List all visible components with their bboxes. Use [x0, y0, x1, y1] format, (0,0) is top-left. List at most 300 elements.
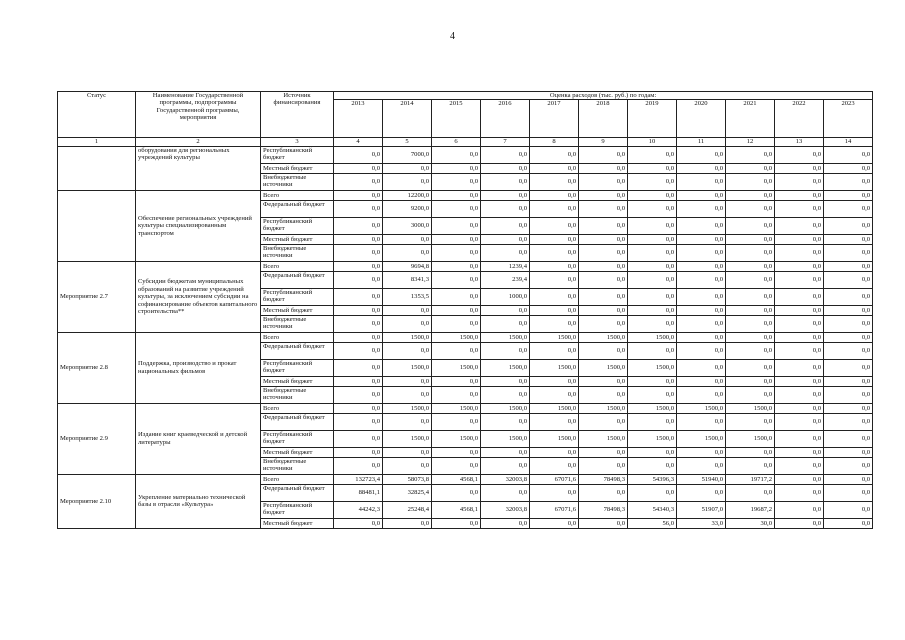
amount-cell: 0,0: [677, 261, 726, 271]
amount-cell: 0,0: [775, 234, 824, 244]
amount-cell: 0,0: [334, 261, 383, 271]
column-number: 9: [579, 138, 628, 146]
amount-cell: 0,0: [481, 447, 530, 457]
amount-cell: 0,0: [579, 163, 628, 173]
amount-cell: 0,0: [824, 200, 873, 217]
funding-source-cell: Федеральный бюджет: [261, 200, 334, 217]
amount-cell: 1500,0: [579, 332, 628, 342]
amount-cell: 0,0: [775, 501, 824, 518]
amount-cell: 0,0: [628, 146, 677, 163]
amount-cell: 1500,0: [726, 403, 775, 413]
amount-cell: 0,0: [775, 518, 824, 528]
amount-cell: 0,0: [530, 146, 579, 163]
table-row: [58, 261, 873, 271]
amount-cell: 0,0: [334, 403, 383, 413]
status-cell: [58, 146, 136, 190]
amount-cell: 0,0: [677, 234, 726, 244]
table-body: [58, 146, 873, 528]
amount-cell: 0,0: [383, 163, 432, 173]
amount-cell: 1500,0: [579, 430, 628, 447]
amount-cell: 0,0: [579, 271, 628, 288]
amount-cell: 1500,0: [383, 332, 432, 342]
amount-cell: 0,0: [628, 342, 677, 359]
amount-cell: 0,0: [383, 342, 432, 359]
amount-cell: 0,0: [726, 484, 775, 501]
amount-cell: 0,0: [824, 315, 873, 332]
amount-cell: 0,0: [824, 217, 873, 234]
amount-cell: 0,0: [334, 386, 383, 403]
year-header: 2023: [824, 100, 873, 138]
amount-cell: 0,0: [579, 342, 628, 359]
amount-cell: 0,0: [383, 457, 432, 474]
amount-cell: 0,0: [677, 413, 726, 430]
amount-cell: 0,0: [628, 315, 677, 332]
amount-cell: 1500,0: [530, 430, 579, 447]
funding-source-cell: Местный бюджет: [261, 518, 334, 528]
year-header: 2015: [432, 100, 481, 138]
amount-cell: 0,0: [775, 413, 824, 430]
amount-cell: 0,0: [432, 146, 481, 163]
amount-cell: 0,0: [432, 376, 481, 386]
amount-cell: 0,0: [677, 190, 726, 200]
status-cell: Мероприятие 2.8: [58, 332, 136, 403]
amount-cell: 0,0: [481, 518, 530, 528]
amount-cell: 0,0: [432, 447, 481, 457]
amount-cell: 0,0: [334, 271, 383, 288]
amount-cell: 0,0: [579, 413, 628, 430]
amount-cell: 0,0: [726, 305, 775, 315]
amount-cell: 0,0: [432, 217, 481, 234]
amount-cell: 0,0: [677, 271, 726, 288]
amount-cell: 0,0: [775, 190, 824, 200]
amount-cell: 0,0: [579, 376, 628, 386]
amount-cell: 0,0: [432, 413, 481, 430]
amount-cell: 0,0: [726, 413, 775, 430]
amount-cell: 3000,0: [383, 217, 432, 234]
amount-cell: 0,0: [334, 332, 383, 342]
activity-name-cell: Поддержка, производство и прокат национальных фильмов: [136, 332, 261, 403]
amount-cell: 7000,0: [383, 146, 432, 163]
amount-cell: 32003,8: [481, 501, 530, 518]
amount-cell: 0,0: [334, 447, 383, 457]
amount-cell: 0,0: [432, 234, 481, 244]
amount-cell: 0,0: [334, 342, 383, 359]
amount-cell: 0,0: [432, 271, 481, 288]
amount-cell: 0,0: [383, 315, 432, 332]
column-number: 3: [261, 138, 334, 146]
table-row: [58, 474, 873, 484]
amount-cell: 51907,0: [677, 501, 726, 518]
amount-cell: 0,0: [824, 430, 873, 447]
funding-source-cell: Республиканский бюджет: [261, 430, 334, 447]
amount-cell: 0,0: [726, 332, 775, 342]
funding-source-cell: Местный бюджет: [261, 447, 334, 457]
amount-cell: 0,0: [677, 332, 726, 342]
amount-cell: 0,0: [530, 190, 579, 200]
amount-cell: 1500,0: [432, 359, 481, 376]
amount-cell: 0,0: [579, 288, 628, 305]
header-name: Наименование Государственной программы, подпрограммы Государственной программы, мероприятия: [136, 92, 261, 138]
year-header: 2019: [628, 100, 677, 138]
column-number: 4: [334, 138, 383, 146]
amount-cell: 67071,6: [530, 474, 579, 484]
amount-cell: 0,0: [628, 447, 677, 457]
amount-cell: 0,0: [824, 474, 873, 484]
amount-cell: 0,0: [726, 244, 775, 261]
status-cell: [58, 190, 136, 261]
amount-cell: 0,0: [628, 288, 677, 305]
amount-cell: 0,0: [824, 244, 873, 261]
amount-cell: 0,0: [481, 244, 530, 261]
amount-cell: 0,0: [334, 518, 383, 528]
amount-cell: 0,0: [824, 146, 873, 163]
amount-cell: 0,0: [628, 457, 677, 474]
amount-cell: 78498,3: [579, 474, 628, 484]
column-number: 5: [383, 138, 432, 146]
amount-cell: 0,0: [677, 359, 726, 376]
amount-cell: 0,0: [334, 305, 383, 315]
amount-cell: 0,0: [824, 332, 873, 342]
amount-cell: 0,0: [530, 271, 579, 288]
amount-cell: 0,0: [579, 173, 628, 190]
funding-source-cell: Всего: [261, 332, 334, 342]
year-header: 2014: [383, 100, 432, 138]
amount-cell: 0,0: [579, 190, 628, 200]
amount-cell: 0,0: [530, 261, 579, 271]
amount-cell: 0,0: [481, 217, 530, 234]
amount-cell: 0,0: [334, 457, 383, 474]
funding-source-cell: Всего: [261, 474, 334, 484]
amount-cell: 0,0: [824, 234, 873, 244]
amount-cell: 0,0: [628, 190, 677, 200]
funding-source-cell: Республиканский бюджет: [261, 146, 334, 163]
amount-cell: 0,0: [677, 146, 726, 163]
amount-cell: 0,0: [530, 234, 579, 244]
amount-cell: 0,0: [824, 173, 873, 190]
amount-cell: 1500,0: [383, 403, 432, 413]
amount-cell: 0,0: [530, 173, 579, 190]
amount-cell: 0,0: [775, 386, 824, 403]
amount-cell: 0,0: [530, 447, 579, 457]
funding-source-cell: Местный бюджет: [261, 305, 334, 315]
amount-cell: 0,0: [677, 288, 726, 305]
amount-cell: 0,0: [481, 376, 530, 386]
amount-cell: 0,0: [726, 173, 775, 190]
amount-cell: 0,0: [383, 305, 432, 315]
funding-source-cell: Республиканский бюджет: [261, 359, 334, 376]
amount-cell: 1500,0: [481, 332, 530, 342]
amount-cell: 0,0: [628, 376, 677, 386]
amount-cell: 0,0: [775, 403, 824, 413]
amount-cell: 0,0: [775, 271, 824, 288]
activity-name-cell: Укрепление материально технической базы в отрасли «Культура»: [136, 474, 261, 528]
amount-cell: 0,0: [530, 386, 579, 403]
amount-cell: 1500,0: [383, 359, 432, 376]
activity-name-cell: Субсидии бюджетам муниципальных образований на развитие учреждений культуры, за исключением субсидии на софинансирование объектов капитального строительства**: [136, 261, 261, 332]
amount-cell: 1500,0: [530, 332, 579, 342]
amount-cell: 0,0: [530, 200, 579, 217]
amount-cell: 0,0: [726, 234, 775, 244]
table-row: [58, 403, 873, 413]
activity-name-cell: Издание книг краеведческой и детской литературы: [136, 403, 261, 474]
amount-cell: 0,0: [726, 447, 775, 457]
amount-cell: 1500,0: [432, 430, 481, 447]
amount-cell: 1500,0: [628, 332, 677, 342]
amount-cell: 0,0: [334, 146, 383, 163]
funding-source-cell: Местный бюджет: [261, 163, 334, 173]
amount-cell: 0,0: [628, 484, 677, 501]
header-status: Статус: [58, 92, 136, 138]
amount-cell: 0,0: [432, 457, 481, 474]
amount-cell: 32825,4: [383, 484, 432, 501]
amount-cell: 0,0: [481, 200, 530, 217]
amount-cell: 0,0: [481, 457, 530, 474]
amount-cell: 0,0: [383, 376, 432, 386]
amount-cell: 0,0: [775, 200, 824, 217]
funding-source-cell: Федеральный бюджет: [261, 484, 334, 501]
amount-cell: 0,0: [383, 386, 432, 403]
amount-cell: 67071,6: [530, 501, 579, 518]
amount-cell: 0,0: [677, 484, 726, 501]
amount-cell: 51940,0: [677, 474, 726, 484]
amount-cell: 0,0: [432, 484, 481, 501]
amount-cell: 0,0: [579, 386, 628, 403]
amount-cell: 0,0: [824, 342, 873, 359]
funding-source-cell: Всего: [261, 190, 334, 200]
amount-cell: 56,0: [628, 518, 677, 528]
funding-source-cell: Внебюджетные источники: [261, 315, 334, 332]
amount-cell: 0,0: [726, 376, 775, 386]
amount-cell: 0,0: [481, 315, 530, 332]
column-number: 7: [481, 138, 530, 146]
amount-cell: 0,0: [383, 413, 432, 430]
amount-cell: 0,0: [726, 386, 775, 403]
status-cell: Мероприятие 2.9: [58, 403, 136, 474]
amount-cell: 54396,3: [628, 474, 677, 484]
amount-cell: 0,0: [530, 413, 579, 430]
amount-cell: 0,0: [481, 305, 530, 315]
amount-cell: 78498,3: [579, 501, 628, 518]
amount-cell: 0,0: [775, 288, 824, 305]
amount-cell: 0,0: [432, 288, 481, 305]
amount-cell: 0,0: [579, 146, 628, 163]
amount-cell: 0,0: [628, 234, 677, 244]
amount-cell: 0,0: [677, 305, 726, 315]
funding-source-cell: Всего: [261, 403, 334, 413]
amount-cell: 0,0: [530, 288, 579, 305]
amount-cell: 0,0: [677, 457, 726, 474]
amount-cell: 0,0: [334, 430, 383, 447]
amount-cell: 0,0: [775, 447, 824, 457]
amount-cell: 1500,0: [628, 430, 677, 447]
funding-source-cell: Республиканский бюджет: [261, 217, 334, 234]
amount-cell: 0,0: [579, 447, 628, 457]
amount-cell: 1000,0: [481, 288, 530, 305]
amount-cell: 0,0: [579, 200, 628, 217]
funding-source-cell: Федеральный бюджет: [261, 271, 334, 288]
amount-cell: 0,0: [579, 315, 628, 332]
amount-cell: 0,0: [481, 163, 530, 173]
amount-cell: 88481,1: [334, 484, 383, 501]
amount-cell: 0,0: [432, 315, 481, 332]
amount-cell: 19717,2: [726, 474, 775, 484]
funding-source-cell: Республиканский бюджет: [261, 288, 334, 305]
amount-cell: 0,0: [579, 217, 628, 234]
status-cell: Мероприятие 2.7: [58, 261, 136, 332]
amount-cell: 0,0: [775, 244, 824, 261]
amount-cell: 9200,0: [383, 200, 432, 217]
amount-cell: 0,0: [628, 163, 677, 173]
amount-cell: 0,0: [677, 315, 726, 332]
amount-cell: 0,0: [726, 359, 775, 376]
amount-cell: 0,0: [334, 217, 383, 234]
amount-cell: 12200,0: [383, 190, 432, 200]
amount-cell: 0,0: [432, 261, 481, 271]
amount-cell: 0,0: [432, 386, 481, 403]
amount-cell: 0,0: [775, 484, 824, 501]
amount-cell: 58073,8: [383, 474, 432, 484]
amount-cell: 0,0: [677, 244, 726, 261]
amount-cell: 0,0: [481, 342, 530, 359]
amount-cell: 0,0: [334, 315, 383, 332]
year-header: 2020: [677, 100, 726, 138]
amount-cell: 0,0: [824, 271, 873, 288]
amount-cell: 0,0: [677, 447, 726, 457]
amount-cell: 0,0: [726, 163, 775, 173]
amount-cell: 0,0: [432, 173, 481, 190]
amount-cell: 0,0: [824, 386, 873, 403]
amount-cell: 0,0: [579, 244, 628, 261]
amount-cell: 0,0: [628, 413, 677, 430]
amount-cell: 0,0: [824, 190, 873, 200]
amount-cell: 0,0: [628, 244, 677, 261]
amount-cell: 1500,0: [432, 332, 481, 342]
amount-cell: 30,0: [726, 518, 775, 528]
amount-cell: 0,0: [579, 234, 628, 244]
amount-cell: 0,0: [775, 261, 824, 271]
amount-cell: 0,0: [334, 173, 383, 190]
amount-cell: 8341,3: [383, 271, 432, 288]
amount-cell: 0,0: [775, 305, 824, 315]
amount-cell: 0,0: [775, 342, 824, 359]
amount-cell: 0,0: [824, 261, 873, 271]
year-header: 2013: [334, 100, 383, 138]
amount-cell: 54340,3: [628, 501, 677, 518]
amount-cell: 1500,0: [530, 359, 579, 376]
amount-cell: 0,0: [775, 376, 824, 386]
amount-cell: 1500,0: [579, 359, 628, 376]
amount-cell: 1500,0: [677, 430, 726, 447]
amount-cell: 0,0: [824, 163, 873, 173]
amount-cell: 1500,0: [628, 359, 677, 376]
funding-source-cell: Внебюджетные источники: [261, 386, 334, 403]
amount-cell: 0,0: [726, 190, 775, 200]
amount-cell: 0,0: [824, 305, 873, 315]
amount-cell: 0,0: [334, 288, 383, 305]
amount-cell: 0,0: [628, 386, 677, 403]
amount-cell: 0,0: [432, 190, 481, 200]
amount-cell: 0,0: [824, 484, 873, 501]
amount-cell: 19687,2: [726, 501, 775, 518]
amount-cell: 0,0: [824, 501, 873, 518]
amount-cell: 0,0: [775, 217, 824, 234]
amount-cell: 0,0: [383, 518, 432, 528]
amount-cell: 0,0: [481, 173, 530, 190]
activity-name-cell: оборудования для региональных учреждений культуры: [136, 146, 261, 190]
funding-source-cell: Местный бюджет: [261, 376, 334, 386]
amount-cell: 132723,4: [334, 474, 383, 484]
amount-cell: 0,0: [628, 217, 677, 234]
column-number: 8: [530, 138, 579, 146]
budget-table: [57, 91, 873, 529]
year-header: 2017: [530, 100, 579, 138]
amount-cell: 0,0: [530, 457, 579, 474]
funding-source-cell: Всего: [261, 261, 334, 271]
amount-cell: 0,0: [530, 315, 579, 332]
table-row: [58, 146, 873, 163]
amount-cell: 0,0: [824, 359, 873, 376]
column-numbers-row: [58, 138, 873, 146]
amount-cell: 1500,0: [726, 430, 775, 447]
table-header: [58, 92, 873, 147]
amount-cell: 0,0: [334, 376, 383, 386]
status-cell: Мероприятие 2.10: [58, 474, 136, 528]
activity-name-cell: Обеспечение региональных учреждений культуры специализированным транспортом: [136, 190, 261, 261]
funding-source-cell: Республиканский бюджет: [261, 501, 334, 518]
amount-cell: 0,0: [775, 146, 824, 163]
amount-cell: 0,0: [530, 342, 579, 359]
amount-cell: 0,0: [481, 234, 530, 244]
amount-cell: 0,0: [824, 288, 873, 305]
amount-cell: 0,0: [824, 447, 873, 457]
amount-cell: 0,0: [726, 200, 775, 217]
amount-cell: 0,0: [726, 261, 775, 271]
amount-cell: 0,0: [726, 342, 775, 359]
amount-cell: 0,0: [726, 315, 775, 332]
amount-cell: 0,0: [383, 234, 432, 244]
amount-cell: 0,0: [334, 190, 383, 200]
year-header: 2016: [481, 100, 530, 138]
amount-cell: 0,0: [726, 146, 775, 163]
column-number: 12: [726, 138, 775, 146]
funding-source-cell: Внебюджетные источники: [261, 457, 334, 474]
amount-cell: 0,0: [677, 173, 726, 190]
amount-cell: 0,0: [579, 457, 628, 474]
amount-cell: 9694,8: [383, 261, 432, 271]
amount-cell: 0,0: [334, 163, 383, 173]
amount-cell: 0,0: [775, 163, 824, 173]
amount-cell: 0,0: [579, 518, 628, 528]
amount-cell: 0,0: [334, 413, 383, 430]
amount-cell: 0,0: [824, 376, 873, 386]
amount-cell: 0,0: [432, 518, 481, 528]
amount-cell: 1500,0: [530, 403, 579, 413]
amount-cell: 33,0: [677, 518, 726, 528]
amount-cell: 0,0: [432, 305, 481, 315]
amount-cell: 1239,4: [481, 261, 530, 271]
amount-cell: 0,0: [383, 447, 432, 457]
amount-cell: 0,0: [530, 244, 579, 261]
amount-cell: 0,0: [775, 474, 824, 484]
amount-cell: 0,0: [628, 261, 677, 271]
amount-cell: 0,0: [726, 288, 775, 305]
amount-cell: 0,0: [579, 305, 628, 315]
column-number: 2: [136, 138, 261, 146]
amount-cell: 0,0: [726, 457, 775, 474]
amount-cell: 0,0: [481, 386, 530, 403]
funding-source-cell: Федеральный бюджет: [261, 413, 334, 430]
amount-cell: 0,0: [775, 173, 824, 190]
